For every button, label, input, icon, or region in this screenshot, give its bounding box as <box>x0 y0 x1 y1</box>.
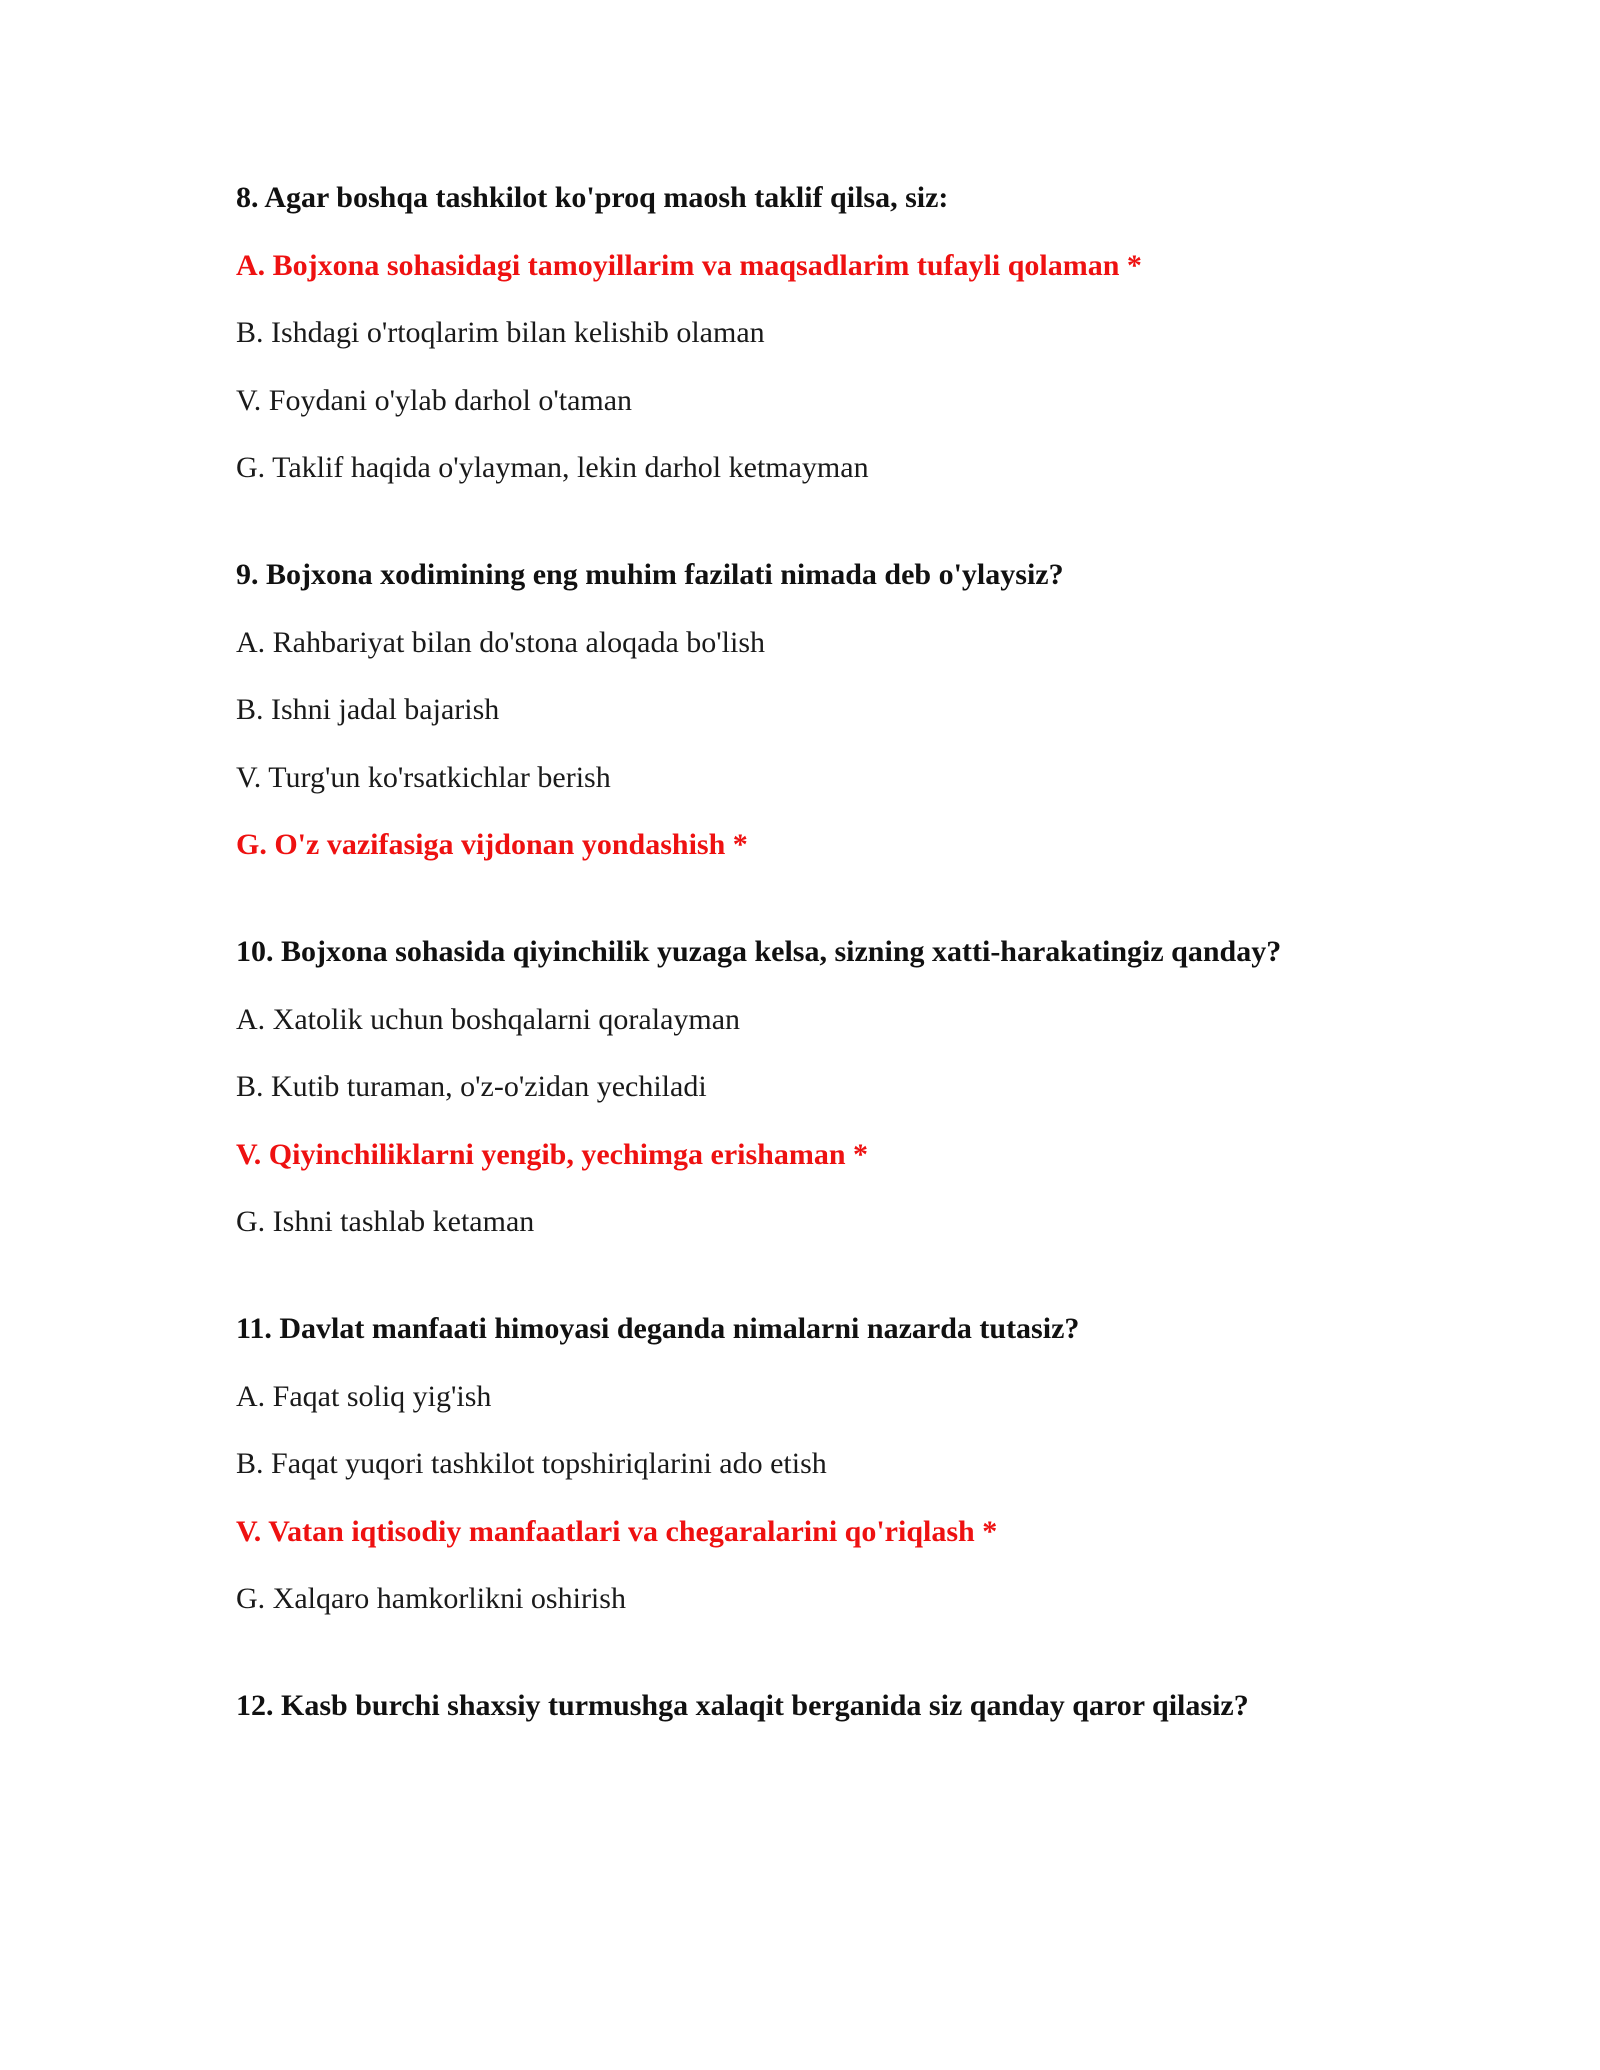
question-10-option-v: V. Qiyinchiliklarni yengib, yechimga erishaman * <box>236 1137 869 1171</box>
question-12-text: 12. Kasb burchi shaxsiy turmushga xalaqit berganida siz qanday qaror qilasiz? <box>236 1689 1249 1722</box>
question-8-option-v: V. Foydani o'ylab darhol o'taman <box>236 383 633 417</box>
question-9-option-b: B. Ishni jadal bajarish <box>236 693 500 726</box>
question-list <box>236 178 1436 1793</box>
question-8-option-g: G. Taklif haqida o'ylayman, lekin darhol ketmayman <box>236 451 869 484</box>
question-12 <box>236 1686 1436 1726</box>
question-9-option-g: G. O'z vazifasiga vijdonan yondashish * <box>236 828 748 861</box>
question-11-option-a: A. Faqat soliq yig'ish <box>236 1379 492 1413</box>
question-11-text: 11. Davlat manfaati himoyasi deganda nimalarni nazarda tutasiz? <box>236 1312 1080 1345</box>
question-9-text: 9. Bojxona xodimining eng muhim fazilati nimada deb o'ylaysiz? <box>236 558 1064 591</box>
question-8 <box>236 178 1436 488</box>
question-11-option-g: G. Xalqaro hamkorlikni oshirish <box>236 1582 626 1615</box>
question-11-option-b: B. Faqat yuqori tashkilot topshiriqlarini ado etish <box>236 1447 827 1480</box>
question-8-option-a: A. Bojxona sohasidagi tamoyillarim va maqsadlarim tufayli qolaman * <box>236 248 1142 282</box>
question-8-option-b: B. Ishdagi o'rtoqlarim bilan kelishib olaman <box>236 316 765 349</box>
question-9-option-v: V. Turg'un ko'rsatkichlar berish <box>236 760 611 794</box>
question-10-option-b: B. Kutib turaman, o'z-o'zidan yechiladi <box>236 1070 707 1103</box>
question-10-option-g: G. Ishni tashlab ketaman <box>236 1205 535 1238</box>
question-9 <box>236 555 1436 865</box>
question-10-option-a: A. Xatolik uchun boshqalarni qoralayman <box>236 1002 741 1036</box>
question-11 <box>236 1309 1436 1619</box>
question-9-option-a: A. Rahbariyat bilan do'stona aloqada bo'lish <box>236 625 766 659</box>
question-11-option-v: V. Vatan iqtisodiy manfaatlari va chegaralarini qo'riqlash * <box>236 1514 998 1548</box>
question-8-text: 8. Agar boshqa tashkilot ko'proq maosh taklif qilsa, siz: <box>236 181 949 214</box>
question-10 <box>236 932 1436 1242</box>
question-10-text: 10. Bojxona sohasida qiyinchilik yuzaga kelsa, sizning xatti-harakatingiz qanday? <box>236 935 1282 968</box>
